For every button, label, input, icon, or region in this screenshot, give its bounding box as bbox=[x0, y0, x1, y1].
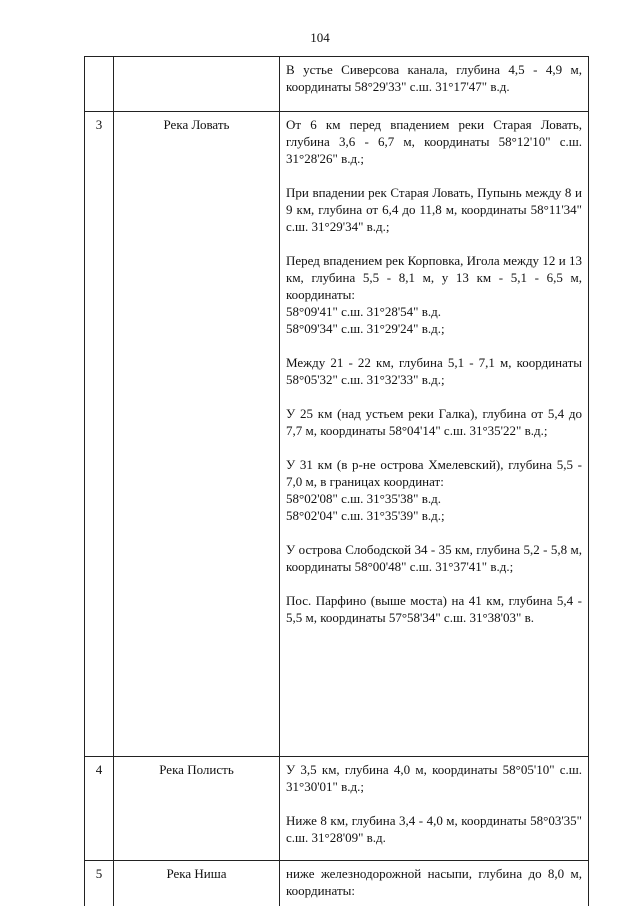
water-body-name: Река Полисть bbox=[114, 757, 280, 861]
description-line: У 31 км (в р-не острова Хмелевский), глубина 5,5 - 7,0 м, в границах координат: bbox=[286, 457, 582, 489]
description-line: Пос. Парфино (выше моста) на 41 км, глубина 5,4 - 5,5 м, координаты 57°58'34" с.ш. 31°38'03" в. bbox=[286, 593, 582, 625]
description-line: Перед впадением рек Корповка, Игола между 12 и 13 км, глубина 5,5 - 8,1 м, у 13 км - 5,1 - 6,5 м, координаты: bbox=[286, 253, 582, 302]
description-line: 58°02'08" с.ш. 31°35'38" в.д. bbox=[286, 491, 441, 506]
water-body-name: Река Ниша bbox=[114, 861, 280, 906]
description-line: У острова Слободской 34 - 35 км, глубина 5,2 - 5,8 м, координаты 58°00'48" с.ш. 31°37'41" в.д.; bbox=[286, 542, 582, 574]
description-paragraph bbox=[286, 865, 582, 899]
description-paragraph bbox=[286, 456, 582, 524]
description-line: 58°02'04" с.ш. 31°35'39" в.д.; bbox=[286, 508, 445, 523]
description-paragraph bbox=[286, 184, 582, 235]
description-line: 58°09'34" с.ш. 31°29'24" в.д.; bbox=[286, 321, 445, 336]
row-number: 3 bbox=[85, 112, 114, 757]
description-paragraph bbox=[286, 252, 582, 337]
description-line: При впадении рек Старая Ловать, Пупынь между 8 и 9 км, глубина от 6,4 до 11,8 м, координаты 58°11'34" с.ш. 31°29'34" в.д.; bbox=[286, 185, 582, 234]
description-paragraph bbox=[286, 812, 582, 846]
description-line: У 3,5 км, глубина 4,0 м, координаты 58°05'10" с.ш. 31°30'01" в.д.; bbox=[286, 762, 582, 794]
description-paragraph bbox=[286, 592, 582, 626]
description-line: От 6 км перед впадением реки Старая Ловать, глубина 3,6 - 6,7 м, координаты 58°12'10" с.ш. 31°28'26" в.д.; bbox=[286, 117, 582, 166]
water-body-name: Река Ловать bbox=[114, 112, 280, 757]
table-row bbox=[85, 112, 589, 757]
water-body-name bbox=[114, 57, 280, 112]
row-number bbox=[85, 57, 114, 112]
table-row bbox=[85, 757, 589, 861]
table-row bbox=[85, 57, 589, 112]
description-paragraph bbox=[286, 354, 582, 388]
row-number: 4 bbox=[85, 757, 114, 861]
description-line: 58°09'41" с.ш. 31°28'54" в.д. bbox=[286, 304, 441, 319]
description-line: У 25 км (над устьем реки Галка), глубина от 5,4 до 7,7 м, координаты 58°04'14" с.ш. 31°35'22" в.д.; bbox=[286, 406, 582, 438]
description-line: ниже железнодорожной насыпи, глубина до 8,0 м, координаты: bbox=[286, 866, 582, 898]
row-number: 5 bbox=[85, 861, 114, 906]
description-paragraph bbox=[286, 541, 582, 575]
table-row bbox=[85, 861, 589, 906]
description-line: Между 21 - 22 км, глубина 5,1 - 7,1 м, координаты 58°05'32" с.ш. 31°32'33" в.д.; bbox=[286, 355, 582, 387]
description-paragraph bbox=[286, 405, 582, 439]
description-paragraph bbox=[286, 761, 582, 795]
page-number: 104 bbox=[310, 30, 330, 45]
reservoir-table bbox=[84, 56, 589, 906]
description-line: В устье Сиверсова канала, глубина 4,5 - 4,9 м, координаты 58°29'33" с.ш. 31°17'47" в.д. bbox=[286, 62, 582, 94]
location-description bbox=[280, 112, 589, 757]
location-description bbox=[280, 861, 589, 906]
location-description bbox=[280, 757, 589, 861]
description-line: Ниже 8 км, глубина 3,4 - 4,0 м, координаты 58°03'35" с.ш. 31°28'09" в.д. bbox=[286, 813, 582, 845]
description-paragraph bbox=[286, 61, 582, 95]
location-description bbox=[280, 57, 589, 112]
description-paragraph bbox=[286, 116, 582, 167]
